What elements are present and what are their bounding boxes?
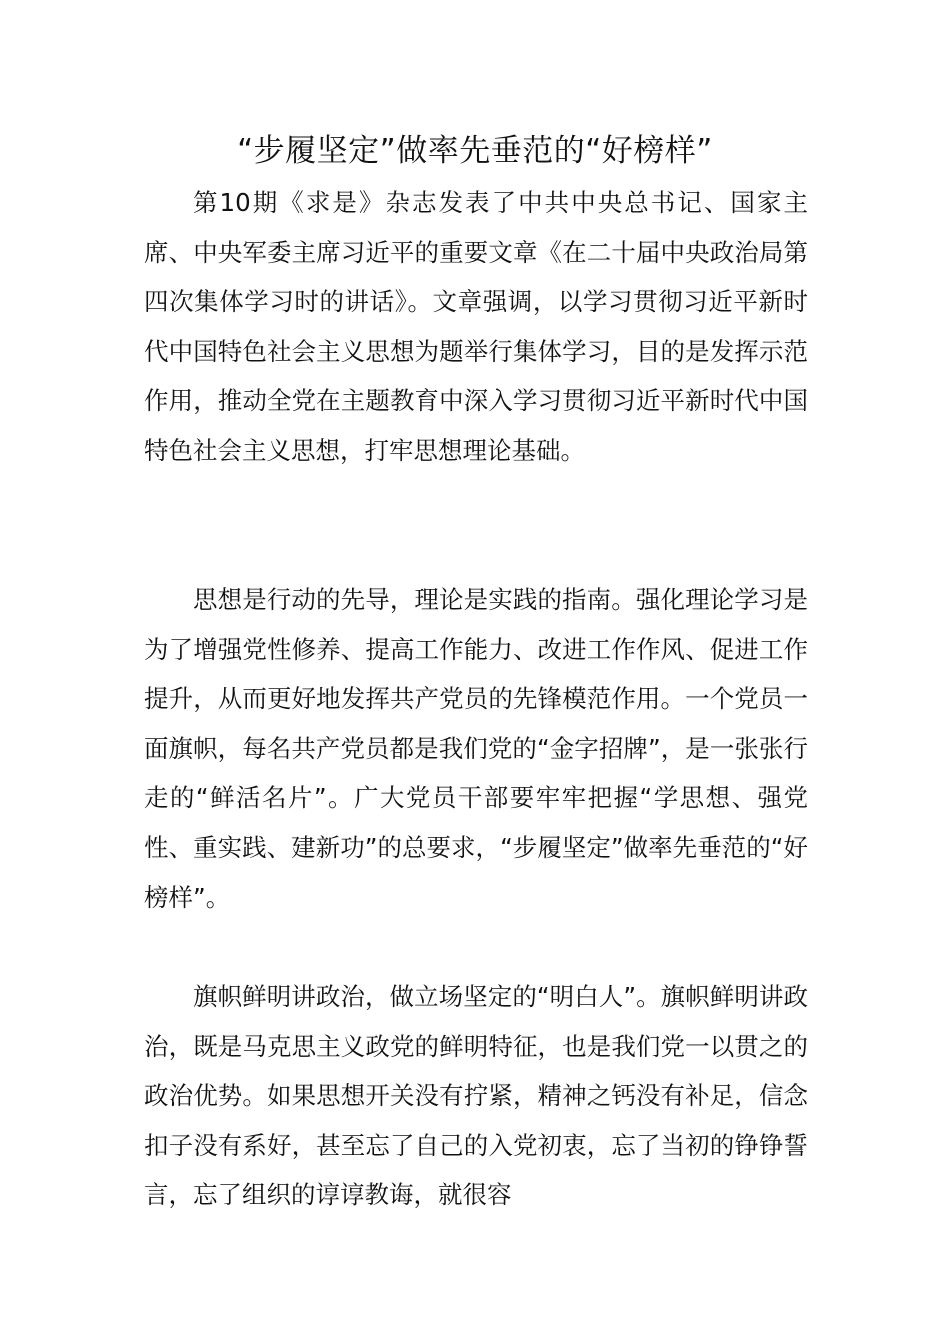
paragraph-2: 思想是行动的先导，理论是实践的指南。强化理论学习是为了增强党性修养、提高工作能力、改进工作作风、促进工作提升，从而更好地发挥共产党员的先锋模范作用。一个党员一面旗帜，每名共产党员都是我们党的“金字招牌”，是一张张行走的“鲜活名片”。广大党员干部要牢牢把握“学思想、强党性、重实践、建新功”的总要求，“步履坚定”做率先垂范的“好榜样”。 [144,585,808,912]
paragraph-3: 旗帜鲜明讲政治，做立场坚定的“明白人”。旗帜鲜明讲政治，既是马克思主义政党的鲜明特征，也是我们党一以贯之的政治优势。如果思想开关没有拧紧，精神之钙没有补足，信念扣子没有系好，甚至忘了自己的入党初衷，忘了当初的铮铮誓言，忘了组织的谆谆教诲，就很容 [144,982,808,1210]
paragraph-1: 第10期《求是》杂志发表了中共中央总书记、国家主席、中央军委主席习近平的重要文章《在二十届中央政治局第四次集体学习时的讲话》。文章强调，以学习贯彻习近平新时代中国特色社会主义思想为题举行集体学习，目的是发挥示范作用，推动全党在主题教育中深入学习贯彻习近平新时代中国特色社会主义思想，打牢思想理论基础。 [144,188,808,465]
document-title: “步履坚定”做率先垂范的“好榜样” [237,133,713,169]
